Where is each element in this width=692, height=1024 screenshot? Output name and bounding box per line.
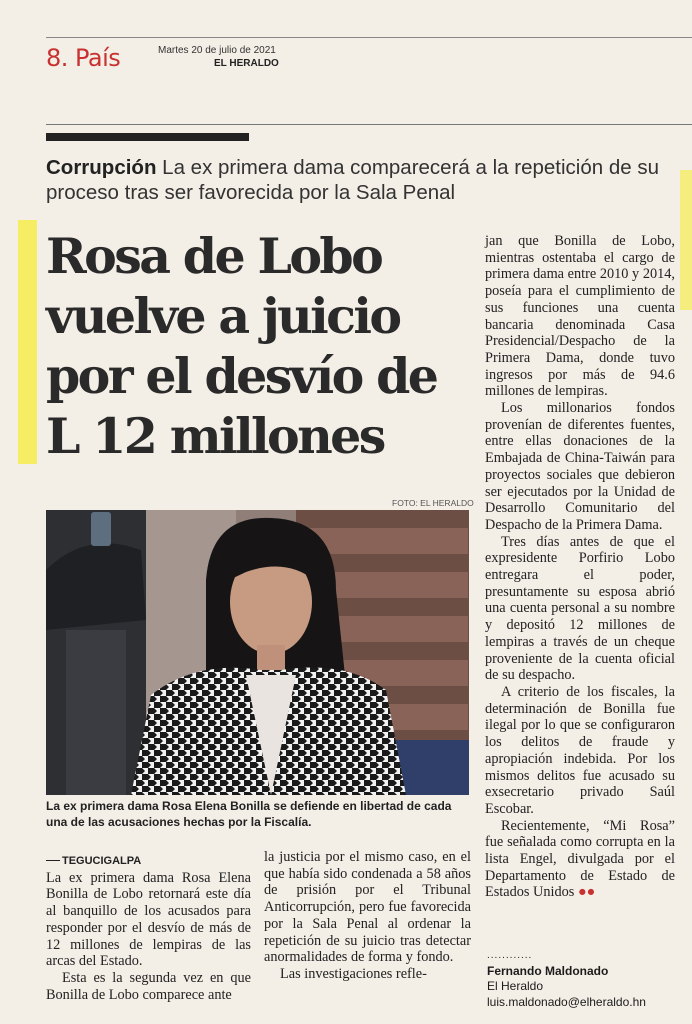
- paragraph: [485, 818, 675, 902]
- column-2: [264, 849, 471, 983]
- top-rule: [46, 37, 692, 38]
- headline-line: vuelve a juicio: [46, 287, 400, 345]
- headline: [46, 226, 476, 466]
- article-photo: [46, 510, 469, 795]
- kicker: [46, 155, 686, 205]
- dateline-rule: [46, 860, 60, 861]
- dateline-text: TEGUCIGALPA: [62, 855, 142, 867]
- column-1: [46, 852, 251, 1003]
- author-outlet: El Heraldo: [487, 979, 544, 993]
- headline-line: L 12 millones: [46, 407, 384, 465]
- end-mark: ●●: [577, 884, 596, 901]
- paragraph: Las investigaciones refle-: [280, 965, 427, 982]
- paragraph: jan que Bonilla de Lobo, mientras ostentaba el cargo de primera dama entre 2010 y 2014, poseía para el cumplimiento de sus funciones una cuenta bancaria denominada Casa Presidencial/Despacho de la Primera Dama, donde tuvo ingresos por más de 94.6 millones de lempiras.: [485, 233, 675, 400]
- photo-credit: FOTO: EL HERALDO: [392, 498, 474, 508]
- byline-separator: ............: [487, 950, 533, 961]
- issue-date: Martes 20 de julio de 2021: [158, 45, 276, 56]
- author-name: Fernando Maldonado: [487, 963, 609, 978]
- column-3: [485, 233, 675, 901]
- paragraph: Esta es la segunda vez en que Bonilla de Lobo comparece ante: [46, 969, 251, 1003]
- section-rule: [46, 124, 692, 125]
- paragraph: Los millonarios fondos provenían de diferentes fuentes, entre ellas donaciones de la Embajada de China-Taiwán para proyectos sociales que debieron ser ejecutados por la Unidad de Desarrollo Comunitario del Despacho de la Primera Dama.: [485, 400, 675, 533]
- section-title: 8. País: [46, 44, 121, 72]
- paragraph: Tres días antes de que el expresidente Porfirio Lobo entregara el poder, presuntamente su esposa abrió una cuenta personal a su nombre y depositó 12 millones de lempiras a través de un cheque proveniente de la cuenta oficial de su despacho.: [485, 533, 675, 684]
- dateline: [46, 852, 251, 870]
- highlighter-mark-edge: [680, 170, 692, 310]
- kicker-label: Corrupción: [46, 156, 157, 179]
- paragraph: A criterio de los fiscales, la determinación de Bonilla fue ilegal por lo que se configuraron los delitos de fraude y apropiación indebida. Por los mismos delitos fue acusado su exsecretario privado Saúl Escobar.: [485, 683, 675, 817]
- paragraph-text: Recientemente, “Mi Rosa” fue señalada como corrupta en la lista Engel, divulgada por el Departamento de Estado de Estados Unidos: [485, 817, 675, 901]
- kicker-text: La ex primera dama comparecerá a la repetición de su proceso tras ser favorecida por la Sala Penal: [46, 156, 659, 204]
- newspaper-name: EL HERALDO: [214, 58, 279, 69]
- kicker-bar: [46, 133, 249, 141]
- paragraph: La ex primera dama Rosa Elena Bonilla de Lobo retornará este día al banquillo de los acusados para responder por el desvío de más de 12 millones de lempiras de las arcas del Estado.: [46, 869, 251, 970]
- paragraph: la justicia por el mismo caso, en el que había sido condenada a 58 años de prisión por el Tribunal Anticorrupción, pero fue favorecida por la Sala Penal al ordenar la repetición de su juicio tras detectar anormalidades de forma y fondo.: [264, 849, 471, 966]
- author-email[interactable]: luis.maldonado@elheraldo.hn: [487, 994, 646, 1009]
- highlighter-mark: [18, 220, 37, 464]
- headline-line: Rosa de Lobo: [46, 227, 382, 285]
- photo-illustration: [46, 510, 469, 795]
- headline-line: por el desvío de: [46, 347, 437, 405]
- photo-caption: La ex primera dama Rosa Elena Bonilla se defiende en libertad de cada una de las acusaciones hechas por la Fiscalía.: [46, 799, 452, 829]
- byline: [487, 948, 687, 1010]
